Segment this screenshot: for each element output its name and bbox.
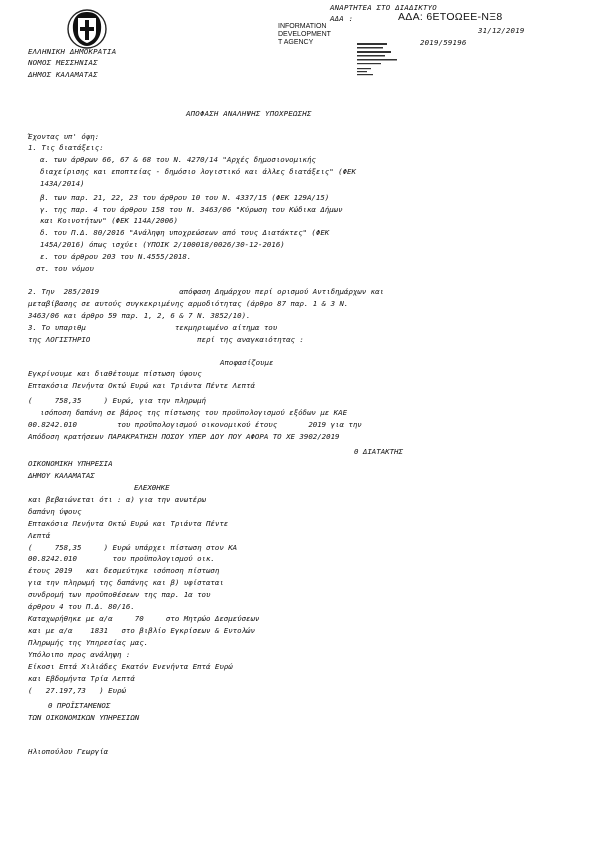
body-line: και Κοινοτήτων" (ΦΕΚ 114Α/2006) [40, 216, 178, 225]
body-line: Καταχωρήθηκε με α/α 70 στο Μητρώο Δεσμεύσεων [28, 614, 260, 623]
ada-label: ΑΔΑ : [330, 14, 354, 23]
agency-line-2: DEVELOPMENT [278, 31, 331, 38]
greek-emblem-icon [66, 8, 108, 50]
body-line: Αποφασίζουμε [220, 358, 274, 367]
body-line: ε. του άρθρου 203 του Ν.4555/2018. [40, 252, 192, 261]
body-line: ΟΙΚΟΝΟΜΙΚΗ ΥΠΗΡΕΣΙΑ [28, 459, 113, 468]
body-line: για την πληρωμή της δαπάνης και β) υφίσταται [28, 578, 224, 587]
agency-line-1: INFORMATION [278, 23, 327, 30]
body-line: 3. Το υπαριθμ τεκμηριωμένο αίτημα του [28, 323, 278, 332]
body-line: συνδρομή των προϋποθέσεων της παρ. 1α του [28, 590, 211, 599]
body-line: στ. του νόμου [36, 264, 94, 273]
body-line: 00.8242.010 του προϋπολογισμού οικ. [28, 554, 215, 563]
body-line: 145Α/2016) όπως ισχύει (ΥΠΟΙΚ 2/100018/0026/30-12-2016) [40, 240, 285, 249]
posting-note: ΑΝΑΡΤΗΤΕΑ ΣΤΟ ΔΙΑΔΙΚΤΥΟ [330, 3, 437, 12]
digital-signature-stamp-icon [336, 22, 398, 60]
body-line: Λεπτά [28, 531, 51, 540]
body-line: δαπάνη ύψους [28, 507, 82, 516]
body-line: μεταβίβασης σε αυτούς συγκεκριμένης αρμοδιότητας (άρθρο 87 παρ. 1 & 3 Ν. [28, 299, 349, 308]
document-date: 31/12/2019 [478, 26, 525, 35]
body-line: 3463/06 και άρθρο 59 παρ. 1, 2, 6 & 7 Ν. 3852/10). [28, 311, 251, 320]
body-line: Ηλιοπούλου Γεωργία [28, 747, 109, 756]
body-line: Έχοντας υπ' όψη: [28, 132, 100, 141]
body-line: β. των παρ. 21, 22, 23 του άρθρου 10 του Ν. 4337/15 (ΦΕΚ 129Α/15) [40, 193, 330, 202]
body-line: ΕΛΕΧΘΗΚΕ [134, 483, 170, 492]
ada-value: ΑΔΑ: 6ΕΤΟΩΕΕ-ΝΞ8 [398, 11, 503, 23]
body-line: διαχείρισης και εποπτείας - δημόσιο λογιστικό και άλλες διατάξεις" (ΦΕΚ [40, 167, 356, 176]
body-line: Εγκρίνουμε και διαθέτουμε πίστωση ύψους [28, 369, 202, 378]
agency-line-3: T AGENCY [278, 39, 314, 46]
body-line: α. των άρθρων 66, 67 & 68 του Ν. 4270/14 "Αρχές δημοσιονομικής [40, 155, 316, 164]
body-line: και με α/α 1831 στο βιβλίο Εγκρίσεων & Εντολών [28, 626, 255, 635]
body-line: της ΛΟΓΙΣΤΗΡΙΟ περί της αναγκαιότητας : [28, 335, 304, 344]
body-line: Απόδοση κρατήσεων ΠΑΡΑΚΡΑΤΗΣΗ ΠΟΣΟΥ ΥΠΕΡ ΔΟΥ ΠΟΥ ΑΦΟΡΑ ΤΟ ΧΕ 3902/2019 [28, 432, 340, 441]
body-line: άρθρου 4 του Π.Δ. 80/16. [28, 602, 135, 611]
body-line: 1. Τις διατάξεις: [28, 143, 104, 152]
body-line: 0 ΔΙΑΤΑΚΤΗΣ [354, 447, 403, 456]
body-line: γ. της παρ. 4 του άρθρου 158 του Ν. 3463/06 "Κύρωση του Κώδικα Δήμων [40, 205, 343, 214]
protocol-number: 2019/59196 [420, 38, 467, 47]
body-line: Επτακόσια Πενήντα Οκτώ Ευρώ και Τριάντα Πέντε [28, 519, 229, 528]
body-line: ( 758,35 ) Ευρώ υπάρχει πίστωση στον ΚΑ [28, 543, 238, 552]
body-line: Υπόλοιπο προς ανάληψη : [28, 650, 131, 659]
body-line: ΤΩΝ ΟΙΚΟΝΟΜΙΚΩΝ ΥΠΗΡΕΣΙΩΝ [28, 713, 140, 722]
body-line: ΔΗΜΟΥ ΚΑΛΑΜΑΤΑΣ [28, 471, 95, 480]
body-line: Επτακόσια Πενήντα Οκτώ Ευρώ και Τριάντα Πέντε Λεπτά [28, 381, 255, 390]
body-line: έτους 2019 και δεσμεύτηκε ισόποση πίστωση [28, 566, 220, 575]
body-line: και βεβαιώνεται ότι : α) για την ανωτέρω [28, 495, 206, 504]
body-line: 2. Την 285/2019 απόφαση Δημάρχου περί ορισμού Αντιδημάρχων και [28, 287, 384, 296]
body-line: ισόποση δαπάνη σε βάρος της πίστωσης του προϋπολογισμού εξόδων με ΚΑΕ [40, 408, 348, 417]
body-line: 00.8242.010 του προϋπολογισμού οικονομικού έτους 2019 για την [28, 420, 362, 429]
document-title: ΑΠΟΦΑΣΗ ΑΝΑΛΗΨΗΣ ΥΠΟΧΡΕΩΣΗΣ [186, 109, 312, 118]
body-line: Είκοσι Επτά Χιλιάδες Εκατόν Ενενήντα Επτά Ευρώ [28, 662, 233, 671]
agency-label [278, 23, 331, 47]
body-line: και Εβδομήντα Τρία Λεπτά [28, 674, 135, 683]
issuer-municipality: ΔΗΜΟΣ ΚΑΛΑΜΑΤΑΣ [28, 70, 98, 79]
body-line: ( 758,35 ) Ευρώ, για την πληρωμή [28, 396, 206, 405]
body-line: δ. του Π.Δ. 80/2016 "Ανάληψη υποχρεώσεων από τους Διατάκτες" (ΦΕΚ [40, 228, 330, 237]
body-line: ( 27.197,73 ) Ευρώ [28, 686, 126, 695]
issuer-prefecture: ΝΟΜΟΣ ΜΕΣΣΗΝΙΑΣ [28, 58, 98, 67]
issuer-republic: ΕΛΛΗΝΙΚΗ ΔΗΜΟΚΡΑΤΙΑ [28, 47, 117, 56]
body-line: 0 ΠΡΟΪΣΤΑΜΕΝΟΣ [48, 701, 111, 710]
body-line: 143Α/2014) [40, 179, 85, 188]
body-line: Πληρωμής της Υπηρεσίας μας. [28, 638, 149, 647]
